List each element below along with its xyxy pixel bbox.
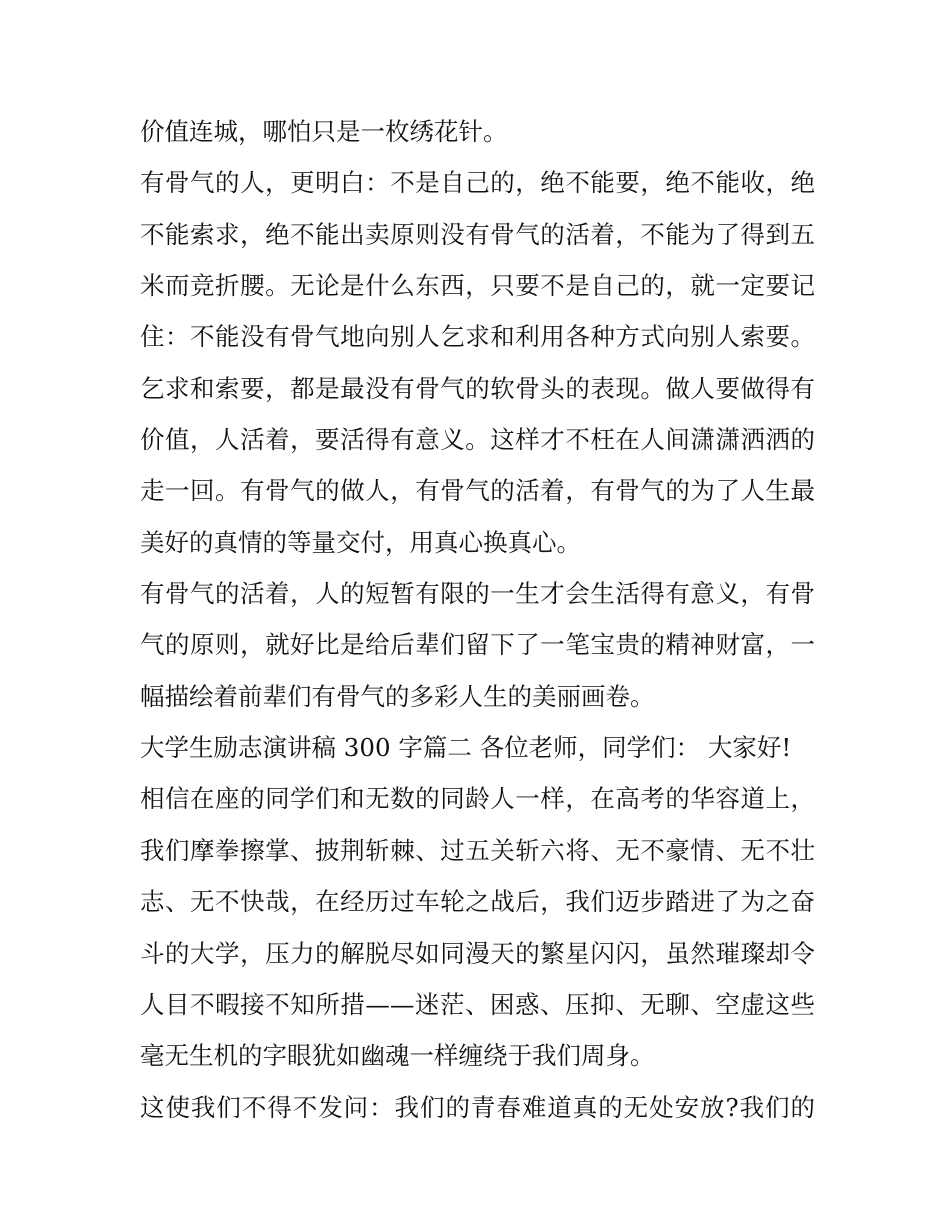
text-line: 价值，人活着，要活得有意义。这样才不枉在人间潇潇洒洒的 bbox=[140, 425, 815, 455]
text-line: 乞求和索要，都是最没有骨气的软骨头的表现。做人要做得有 bbox=[140, 373, 815, 403]
text-line: 有骨气的人，更明白：不是自己的，绝不能要，绝不能收，绝 bbox=[140, 168, 815, 198]
text-line: 价值连城，哪怕只是一枚绣花针。 bbox=[140, 117, 508, 146]
text-line: 美好的真情的等量交付，用真心换真心。 bbox=[140, 527, 581, 557]
text-line: 人目不暇接不知所措——迷茫、困惑、压抑、无聊、空虚这些 bbox=[140, 989, 815, 1019]
text-line: 住：不能没有骨气地向别人乞求和利用各种方式向别人索要。 bbox=[140, 322, 815, 352]
text-line: 米而竞折腰。无论是什么东西，只要不是自己的，就一定要记 bbox=[140, 271, 815, 301]
text-line: 幅描绘着前辈们有骨气的多彩人生的美丽画卷。 bbox=[140, 681, 655, 711]
text-line: 大学生励志演讲稿 300 字篇二 各位老师，同学们： 大家好! bbox=[140, 733, 792, 763]
text-line: 不能索求，绝不能出卖原则没有骨气的活着，不能为了得到五 bbox=[140, 219, 815, 249]
text-line: 志、无不快哉，在经历过车轮之战后，我们迈步踏进了为之奋 bbox=[140, 887, 815, 917]
text-line: 走一回。有骨气的做人，有骨气的活着，有骨气的为了人生最 bbox=[140, 476, 815, 506]
text-line: 我们摩拳擦掌、披荆斩棘、过五关斩六将、无不豪情、无不壮 bbox=[140, 835, 815, 865]
text-line: 有骨气的活着，人的短暂有限的一生才会生活得有意义，有骨 bbox=[140, 579, 815, 609]
text-line: 毫无生机的字眼犹如幽魂一样缠绕于我们周身。 bbox=[140, 1041, 655, 1071]
document-body bbox=[140, 106, 815, 1133]
text-line: 气的原则，就好比是给后辈们留下了一笔宝贵的精神财富，一 bbox=[140, 630, 815, 660]
text-line: 这使我们不得不发问：我们的青春难道真的无处安放?我们的 bbox=[140, 1092, 815, 1122]
text-line: 斗的大学，压力的解脱尽如同漫天的繁星闪闪，虽然璀璨却令 bbox=[140, 938, 815, 968]
text-line: 相信在座的同学们和无数的同龄人一样，在高考的华容道上， bbox=[140, 784, 815, 814]
